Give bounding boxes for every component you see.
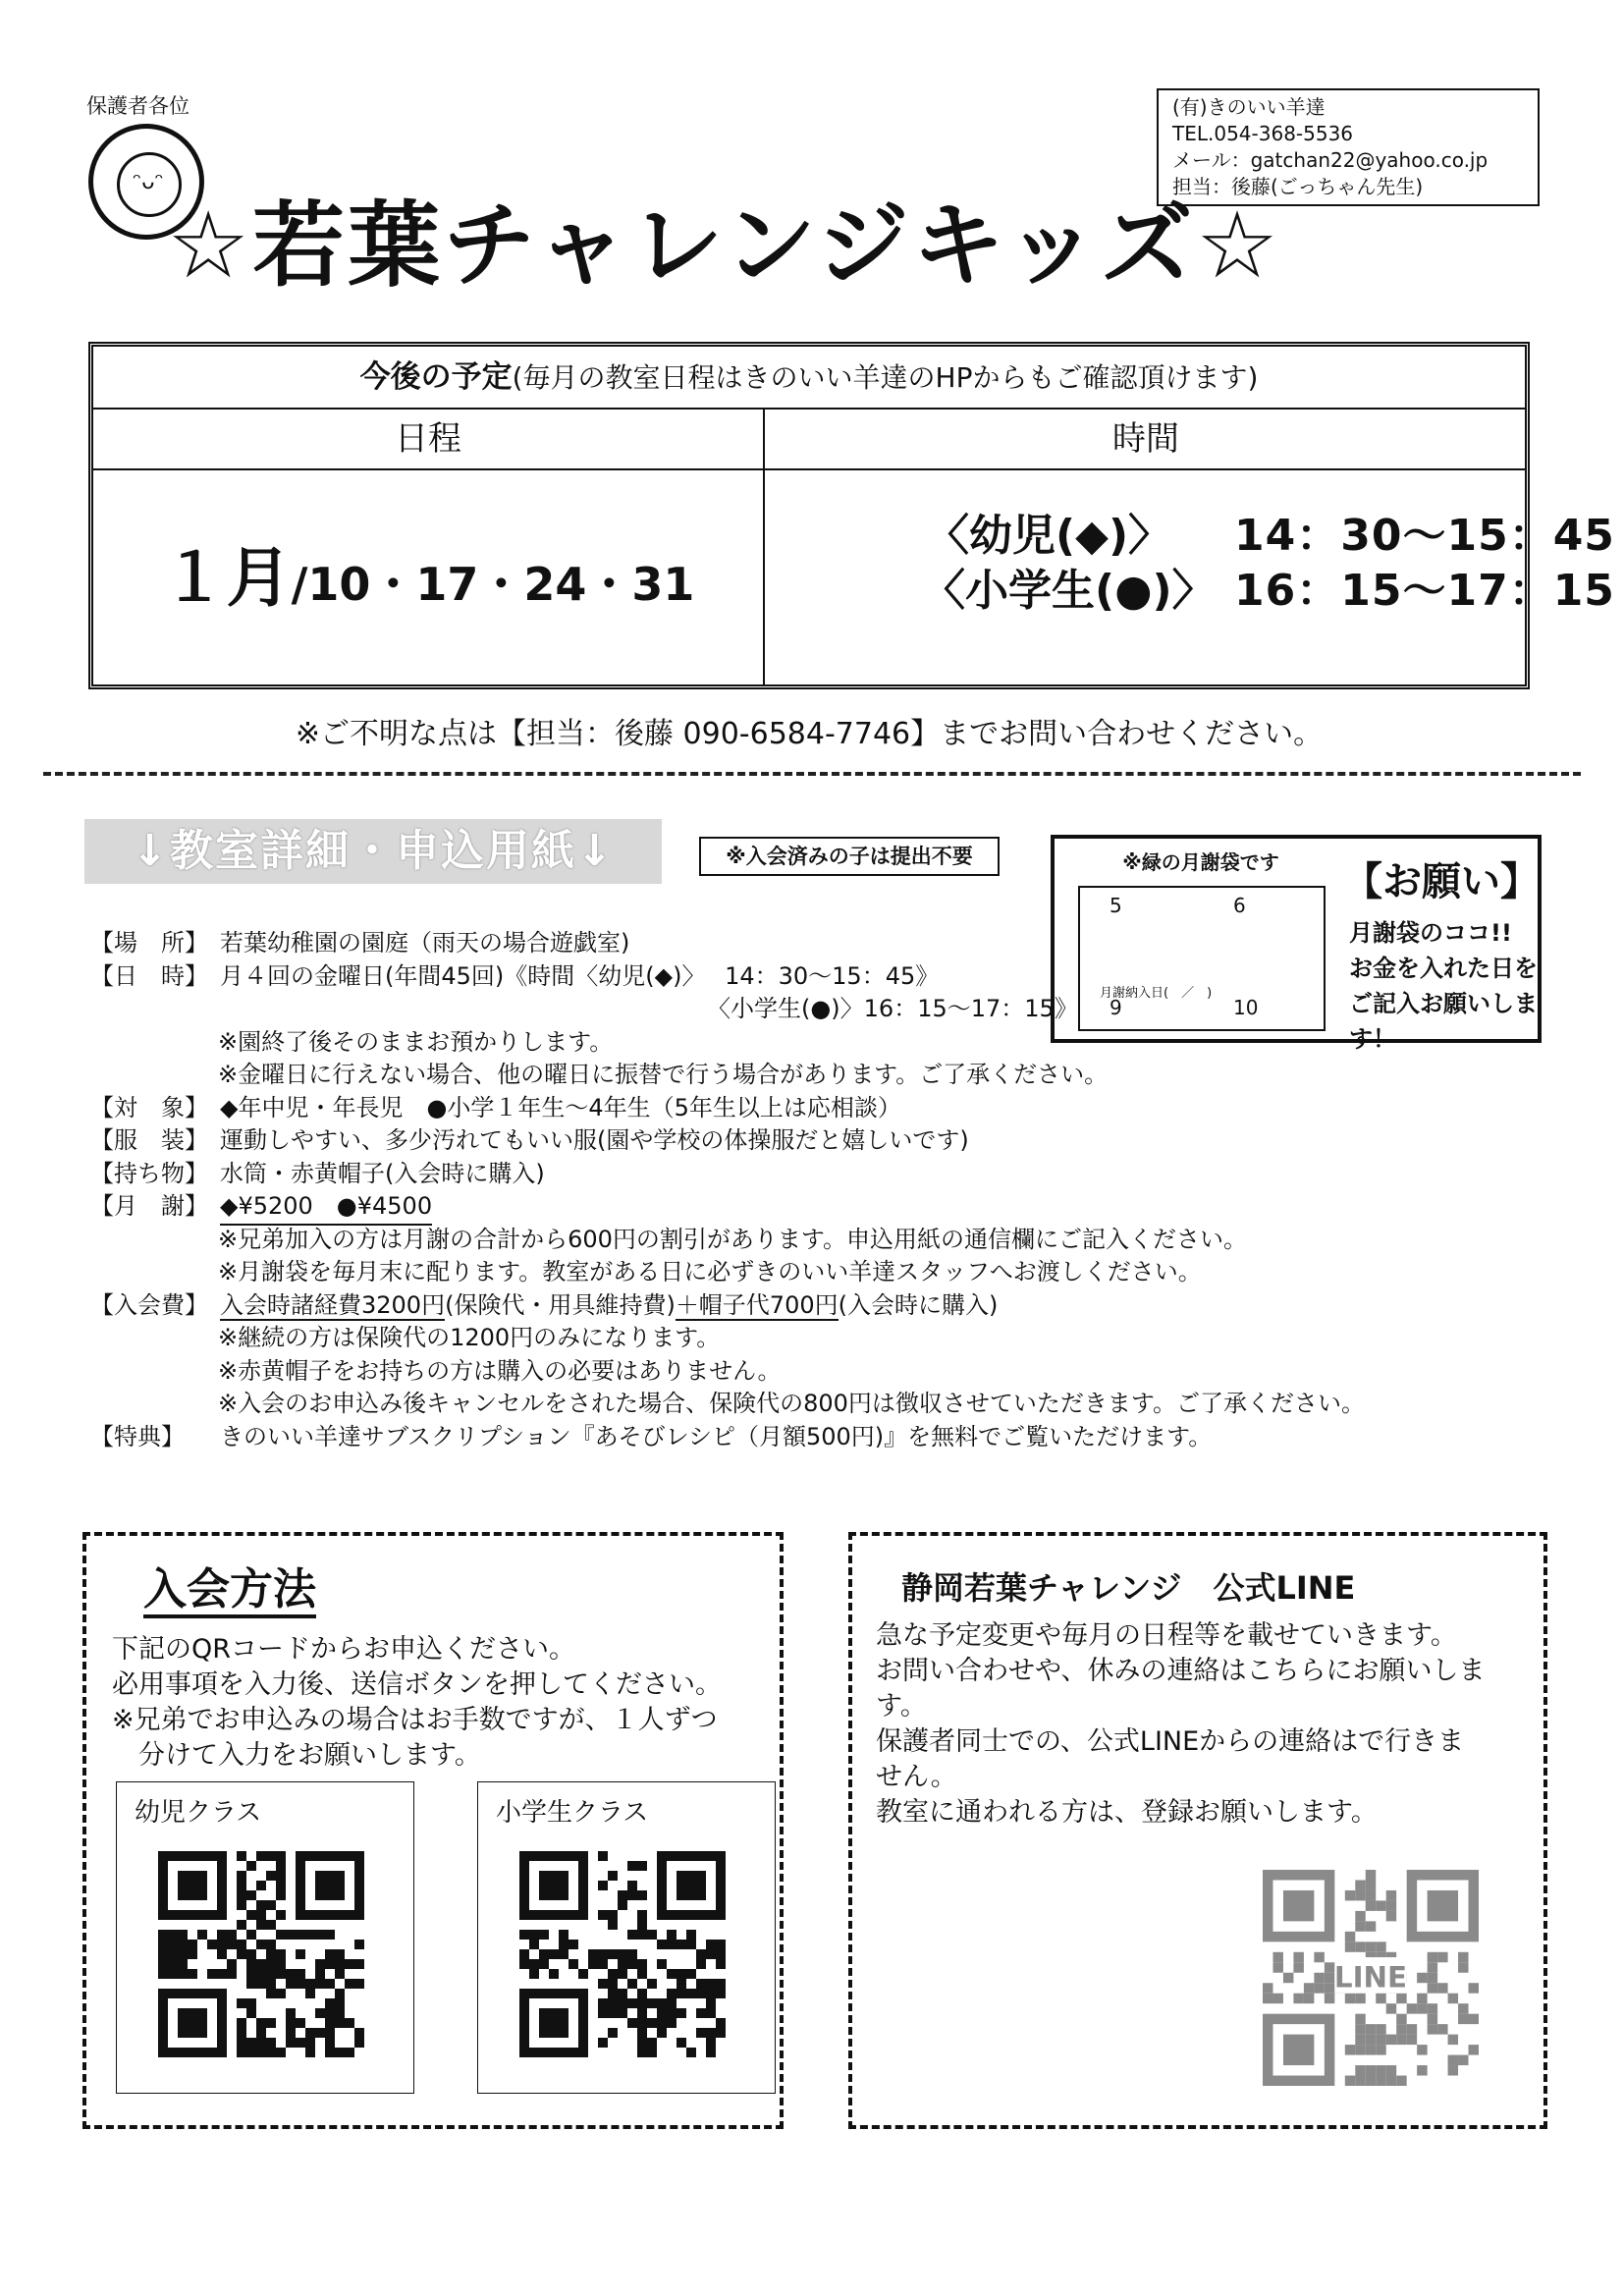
line-qr-icon[interactable]: [1263, 1870, 1479, 2086]
divider: [43, 772, 1581, 776]
qr-elementary-class[interactable]: 小学生クラス: [477, 1781, 776, 2094]
column-date: 日程: [93, 410, 763, 470]
line-heading: 静岡若葉チャレンジ 公式LINE: [901, 1569, 1356, 1607]
class-details: 【場 所】 若葉幼稚園の園庭（雨天の場合遊戯室) 【日 時】 月４回の金曜日(年間45回)《時間〈幼児(◆)〉 14：30〜15：45》 〈小学生(●)〉16：15〜17：15》 ※園終了後そのままお預かりします。 ※金曜日に行えない場合、他の曜日に振替で行う場合があります。ご了承ください。 【対 象】 ◆年中児・年長児 ●小学１年生〜4年生（5年生以上は応相談） 【服 装】 運動しやすい、多少汚れてもいい服(園や学校の体操服だと嬉しいです) 【持ち物】 水筒・赤黄帽子(入会時に購入) 【月 謝】 ◆¥5200 ●¥4500 ※兄弟加入の方は月謝の合計から600円の割引があります。申込用紙の通信欄にご記入ください。 ※月謝袋を毎月末に配ります。教室がある日に必ずきのいい羊達スタッフへお渡しください。 【入会費】 入会時諸経費3200円(保険代・用具維持費)＋帽子代700円(入会時に購入) ※継続の方は保険代の1200円のみになります。 ※赤黄帽子をお持ちの方は購入の必要はありません。 ※入会のお申込み後キャンセルをされた場合、保険代の800円は徴収させていただきます。ご了承ください。 【特典】 きのいい羊達サブスクリプション『あそびレシピ（月額500円)』を無料でご覧いただけます。: [90, 929, 1365, 1450]
section-banner: ↓教室詳細・申込用紙↓: [84, 819, 662, 884]
time-label-kids: 〈幼児(◆)〉: [926, 511, 1172, 561]
contact-tel: TEL.054-368-5536: [1172, 122, 1354, 145]
schedule-table: [88, 342, 1615, 689]
svg-text:LINE: LINE: [1333, 1960, 1408, 1995]
contact-person: 担当：後藤(ごっちゃん先生): [1172, 175, 1424, 198]
contact-company: (有)きのいい羊達: [1172, 95, 1326, 119]
page-title: ☆若葉チャレンジキッズ☆: [167, 192, 1282, 300]
member-note: ※入会済みの子は提出不要: [699, 837, 1000, 876]
column-time: 時間: [765, 410, 1527, 470]
qr-kids-class[interactable]: 幼児クラス: [116, 1781, 414, 2094]
envelope-illustration: ※緑の月謝袋です 5 6 9 10 月謝納入日( ／ ): [1068, 847, 1333, 1029]
time-value-elementary: 16：15〜17：15: [1234, 566, 1615, 616]
request-title: 【お願い】: [1343, 859, 1540, 904]
contact-box: [1157, 88, 1540, 206]
join-method-box: [82, 1532, 784, 2129]
inquiry-text: ※ご不明な点は【担当：後藤 090-6584-7746】までお問い合わせください。: [295, 717, 1324, 751]
schedule-times: [765, 470, 1615, 686]
schedule-heading: 今後の予定(毎月の教室日程はきのいい羊達のHPからもご確認頂けます): [93, 347, 1525, 410]
recipient-label: 保護者各位: [86, 94, 189, 118]
join-method-text: 下記のQRコードからお申込ください。 必用事項を入力後、送信ボタンを押してください。 ※兄弟でお申込みの場合はお手数ですが、１人ずつ 分けて入力をお願いします。: [112, 1634, 722, 1771]
qr-code-icon: [158, 1851, 364, 2057]
schedule-dates: １月/10・17・24・31: [161, 540, 695, 616]
time-value-kids: 14：30〜15：45: [1234, 511, 1615, 561]
line-box: [848, 1532, 1547, 2129]
contact-mail: メール：gatchan22@yahoo.co.jp: [1172, 148, 1489, 172]
company-logo: ᵔᴗᵔ: [88, 124, 204, 240]
request-text: 月謝袋のココ!! お金を入れた日を ご記入お願いします！: [1349, 919, 1538, 1053]
line-text: 急な予定変更や毎月の日程等を載せていきます。 お問い合わせや、休みの連絡はこちらにお願いしま す。 保護者同士での、公式LINEからの連絡はで行きま せん。 教室に通われる方は、登録お願いします。: [876, 1620, 1486, 1828]
time-label-elementary: 〈小学生(●)〉: [922, 566, 1216, 616]
join-method-heading: 入会方法: [143, 1565, 316, 1618]
qr-code-icon: [519, 1851, 726, 2057]
